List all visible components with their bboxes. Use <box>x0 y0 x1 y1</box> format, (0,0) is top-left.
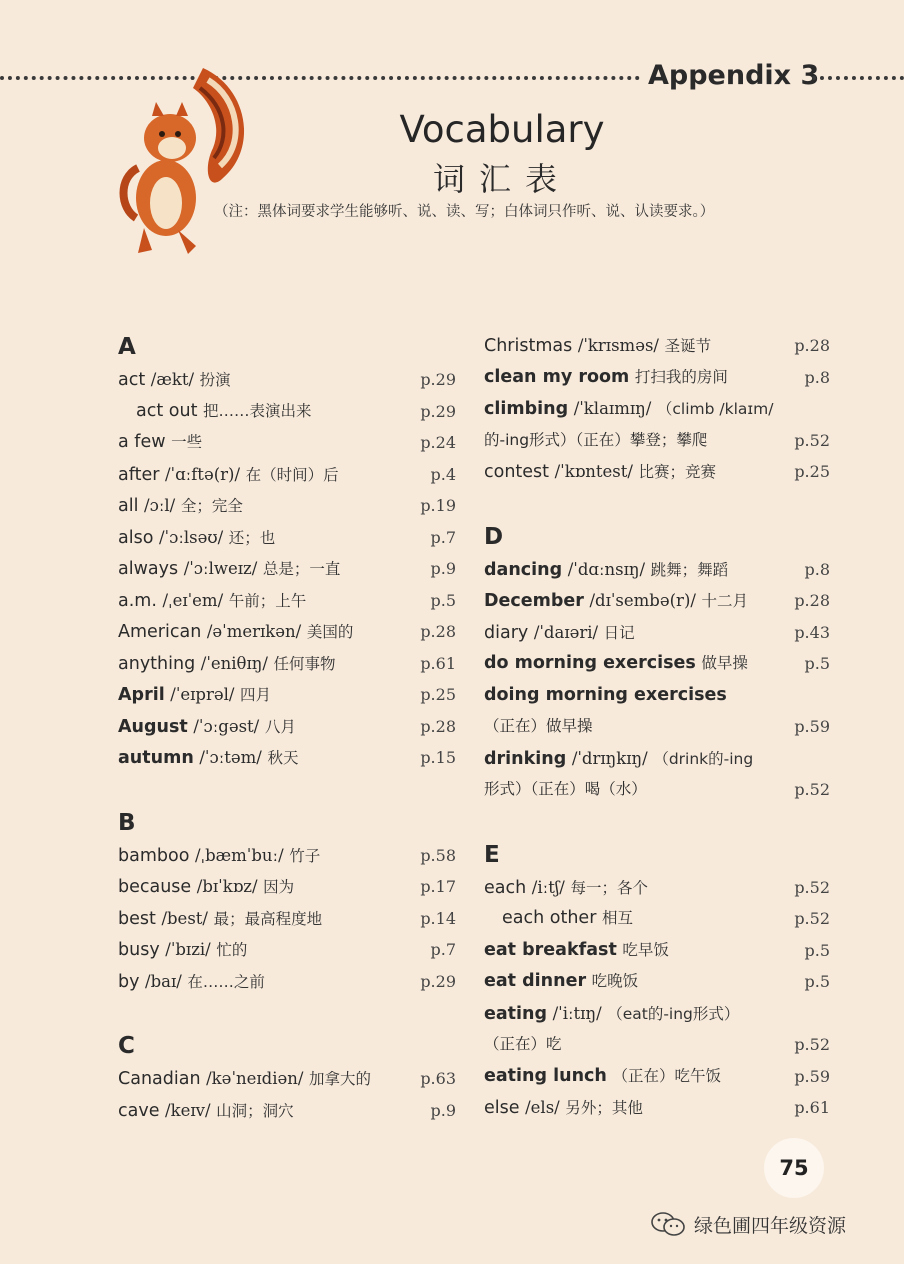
vocab-meaning: 午前；上午 <box>228 591 307 610</box>
vocab-entry <box>484 648 830 680</box>
vocab-entry <box>484 554 830 586</box>
page-reference: p.52 <box>794 430 830 450</box>
page-reference: p.61 <box>794 1098 830 1117</box>
vocab-phonetic: /ˈdrɪŋkɪŋ/ <box>571 748 648 768</box>
vocab-entry <box>484 362 830 394</box>
page-reference: p.59 <box>794 717 830 736</box>
vocab-word: eating lunch <box>484 1065 607 1086</box>
page-reference: p.28 <box>794 336 830 355</box>
appendix-label: Appendix 3 <box>648 60 820 91</box>
vocab-entry <box>484 966 830 998</box>
vocab-meaning: 相互 <box>601 909 633 927</box>
page-reference: p.24 <box>420 433 456 452</box>
vocab-word: clean my room <box>484 366 630 387</box>
vocab-entry <box>118 871 456 903</box>
vocab-word: each <box>484 877 527 898</box>
page-reference: p.63 <box>420 1069 456 1088</box>
vocab-meaning: 做早操 <box>701 654 748 672</box>
page-reference: p.8 <box>804 367 830 387</box>
vocab-word: drinking <box>484 748 567 769</box>
vocab-word: all <box>118 496 139 516</box>
vocab-meaning: 秋天 <box>267 749 299 767</box>
vocab-entry <box>118 711 456 743</box>
vocab-entry <box>484 903 830 935</box>
vocab-entry <box>118 553 456 585</box>
vocab-meaning: （eat的-ing形式） <box>607 1004 740 1023</box>
vocab-word: contest <box>484 462 550 482</box>
vocab-entry-continued <box>484 774 830 806</box>
vocab-phonetic: /ˌeɪˈem/ <box>162 590 224 610</box>
usage-note: （注：黑体词要求学生能够听、说、读、写；白体词只作听、说、认读要求。） <box>214 204 715 220</box>
vocab-word: act <box>118 370 146 390</box>
vocab-meaning: （climb /klaɪm/ <box>656 400 774 418</box>
page-reference: p.14 <box>420 908 456 928</box>
vocab-entry <box>118 1095 456 1127</box>
vocab-word: because <box>118 877 192 897</box>
vocab-entry <box>118 490 456 522</box>
vocab-meaning: 四月 <box>240 686 272 704</box>
vocab-entry <box>484 393 830 425</box>
vocab-word: cave <box>118 1100 160 1121</box>
page-reference: p.15 <box>420 748 456 767</box>
vocab-meaning: 任何事物 <box>273 654 336 673</box>
page-reference: p.43 <box>794 622 830 642</box>
vocab-meaning: （drink的-ing <box>653 749 754 768</box>
vocab-word: dancing <box>484 559 563 580</box>
vocab-word: best <box>118 908 156 929</box>
vocab-meaning: 竹子 <box>289 846 321 865</box>
vocab-word: eat breakfast <box>484 939 617 960</box>
vocab-entry <box>484 680 830 712</box>
vocab-meaning: 扮演 <box>199 371 231 389</box>
vocab-word: diary <box>484 622 529 643</box>
vocab-phonetic: /ˈkrɪsməs/ <box>577 336 659 355</box>
vocab-word: a.m. <box>118 590 157 611</box>
vocab-phonetic: /ˈeniθɪŋ/ <box>200 653 268 673</box>
watermark <box>650 1208 846 1240</box>
vocab-meaning: （正在）吃午饭 <box>612 1066 721 1085</box>
vocab-word: by <box>118 971 140 992</box>
vocab-phonetic: /els/ <box>525 1098 560 1117</box>
vocab-phonetic: /dɪˈsembə(r)/ <box>589 591 696 610</box>
page-reference: p.28 <box>420 716 456 736</box>
vocab-phonetic: /ˈiːtɪŋ/ <box>552 1003 602 1023</box>
vocab-entry <box>484 935 830 967</box>
vocab-meaning: 吃早饭 <box>622 940 669 959</box>
vocab-entry <box>484 1061 830 1093</box>
vocab-meaning-continued: （正在）做早操 <box>484 717 593 735</box>
vocab-meaning-continued: 的-ing形式）（正在）攀登；攀爬 <box>484 430 708 449</box>
vocab-entry-continued <box>484 425 830 457</box>
vocab-entry <box>118 648 456 680</box>
section-gap <box>484 488 830 520</box>
vocab-phonetic: /ˈdɑːnsɪŋ/ <box>567 559 646 579</box>
vocab-entry <box>118 364 456 396</box>
page-subtitle: 词汇表 <box>432 160 571 198</box>
vocab-phonetic: /kəˈneɪdiən/ <box>206 1069 304 1088</box>
vocab-meaning: 在（时间）后 <box>245 465 339 484</box>
vocab-entry <box>118 459 456 491</box>
vocab-meaning: 把……表演出来 <box>203 401 312 420</box>
vocab-word: anything <box>118 653 196 674</box>
page-reference: p.8 <box>804 559 830 579</box>
vocab-entry <box>118 1063 456 1095</box>
vocab-word: April <box>118 685 165 705</box>
wechat-icon <box>650 1211 686 1237</box>
vocab-word: American <box>118 622 202 642</box>
section-gap <box>118 997 456 1029</box>
vocab-meaning: 打扫我的房间 <box>634 367 728 386</box>
dotted-rule-right <box>812 76 904 80</box>
vocab-word: December <box>484 591 584 611</box>
vocab-entry <box>484 998 830 1030</box>
vocab-phonetic: /ɔːl/ <box>144 496 176 515</box>
vocab-meaning: 全；完全 <box>180 497 243 515</box>
page-reference: p.5 <box>804 654 830 673</box>
vocab-meaning: 还；也 <box>228 528 276 547</box>
page-reference: p.52 <box>794 780 830 799</box>
vocab-meaning: 比赛；竞赛 <box>638 463 717 481</box>
vocab-entry <box>118 934 456 966</box>
page-reference: p.28 <box>794 591 830 610</box>
vocab-meaning: 每一；各个 <box>570 878 648 897</box>
vocab-meaning: 吃晚饭 <box>591 972 639 990</box>
vocab-entry <box>484 1092 830 1124</box>
vocab-word: autumn <box>118 748 194 768</box>
vocab-entry-continued <box>484 711 830 743</box>
vocab-meaning: 忙的 <box>216 941 248 959</box>
page-reference: p.52 <box>794 909 830 928</box>
vocab-word: always <box>118 559 179 579</box>
vocab-meaning: 另外；其他 <box>565 1099 643 1117</box>
vocab-entry <box>118 396 456 428</box>
vocab-word: do morning exercises <box>484 653 696 673</box>
vocab-column-left <box>118 330 456 1126</box>
vocab-word: eating <box>484 1003 548 1024</box>
vocab-meaning: 日记 <box>603 623 635 642</box>
vocab-meaning-continued: （正在）吃 <box>484 1035 562 1053</box>
vocab-entry <box>484 743 830 775</box>
vocab-entry <box>118 966 456 998</box>
section-gap <box>484 806 830 838</box>
vocab-phonetic: /ˈɔːlsəʊ/ <box>159 527 224 547</box>
vocab-entry <box>484 617 830 649</box>
vocab-meaning: 一些 <box>171 433 203 451</box>
vocab-entry <box>118 840 456 872</box>
vocab-word: each other <box>502 908 597 928</box>
vocab-phonetic: /ˈeɪprəl/ <box>170 685 235 704</box>
vocab-word: August <box>118 716 188 737</box>
page-reference: p.52 <box>794 1035 830 1054</box>
vocab-phonetic: /əˈmerɪkən/ <box>206 622 302 641</box>
vocab-phonetic: /ˈdaɪəri/ <box>533 622 599 642</box>
vocab-phonetic: /keɪv/ <box>165 1100 211 1120</box>
vocab-meaning-continued: 形式）（正在）喝（水） <box>484 780 647 798</box>
vocab-word: after <box>118 464 160 485</box>
vocab-phonetic: /ˌbæmˈbuː/ <box>194 845 284 865</box>
section-letter: B <box>118 809 136 836</box>
vocab-entry <box>484 456 830 488</box>
page-reference: p.7 <box>430 940 456 959</box>
page-reference: p.5 <box>804 972 830 991</box>
page-reference: p.19 <box>420 496 456 515</box>
vocab-word: else <box>484 1098 520 1118</box>
vocab-entry <box>484 330 830 362</box>
vocab-phonetic: /ˈɔːgəst/ <box>193 716 260 736</box>
watermark-text: 绿色圃四年级资源 <box>694 1214 847 1237</box>
section-letter: E <box>484 841 500 868</box>
dotted-rule-left <box>0 76 640 80</box>
vocab-meaning: 加拿大的 <box>309 1070 372 1088</box>
page-reference: p.29 <box>420 401 456 421</box>
vocab-word: busy <box>118 940 160 960</box>
page-title: Vocabulary <box>399 108 605 151</box>
vocab-phonetic: /best/ <box>161 908 208 928</box>
vocab-word: Canadian <box>118 1069 201 1089</box>
vocab-meaning: 跳舞；舞蹈 <box>650 560 729 579</box>
page-reference: p.52 <box>794 877 830 897</box>
vocab-meaning: 在……之前 <box>187 972 265 991</box>
vocab-phonetic: /ˈɔːlweɪz/ <box>183 559 258 578</box>
vocab-meaning: 圣诞节 <box>664 337 712 355</box>
page-reference: p.59 <box>794 1066 830 1086</box>
page-reference: p.5 <box>804 940 830 960</box>
vocab-phonetic: /ˈɔːtəm/ <box>199 748 262 767</box>
vocab-phonetic: /baɪ/ <box>145 971 182 991</box>
vocab-phonetic: /bɪˈkɒz/ <box>196 877 258 896</box>
vocab-phonetic: /ˈklaɪmɪŋ/ <box>573 399 652 418</box>
vocab-meaning: 美国的 <box>306 623 354 641</box>
vocab-word: eat dinner <box>484 971 587 991</box>
vocab-phonetic: /ˈkɒntest/ <box>554 462 633 481</box>
section-letter: C <box>118 1033 135 1059</box>
vocab-word: a few <box>118 432 166 452</box>
page-reference: p.61 <box>420 653 456 673</box>
page-reference: p.4 <box>430 464 456 484</box>
vocab-phonetic: /iːtʃ/ <box>531 877 565 897</box>
vocab-entry <box>118 427 456 459</box>
vocab-meaning: 八月 <box>264 717 296 736</box>
section-letter: A <box>118 334 136 360</box>
vocab-entry <box>118 903 456 935</box>
page-reference: p.29 <box>420 971 456 991</box>
vocab-word: also <box>118 527 154 548</box>
page-reference: p.5 <box>430 590 456 610</box>
vocab-meaning: 十二月 <box>701 592 749 610</box>
vocab-phonetic: /ˈbɪzi/ <box>165 940 211 959</box>
vocab-entry <box>118 522 456 554</box>
page-reference: p.29 <box>420 370 456 389</box>
vocab-meaning: 最；最高程度地 <box>213 909 323 928</box>
vocab-word: doing morning exercises <box>484 684 727 705</box>
vocab-phonetic: /ækt/ <box>150 370 195 389</box>
page-reference: p.25 <box>420 685 456 704</box>
vocab-entry <box>118 679 456 711</box>
page-reference: p.9 <box>430 1100 456 1120</box>
vocab-phonetic: /ˈɑːftə(r)/ <box>164 464 241 484</box>
vocab-column-right <box>484 330 830 1124</box>
vocab-word: climbing <box>484 399 569 419</box>
vocab-word: bamboo <box>118 845 190 866</box>
section-letter: D <box>484 523 504 550</box>
vocab-entry <box>118 742 456 774</box>
page-reference: p.28 <box>420 622 456 641</box>
vocab-entry <box>118 585 456 617</box>
vocab-meaning: 山洞；洞穴 <box>216 1101 294 1120</box>
page-reference: p.25 <box>794 462 830 481</box>
vocab-entry-continued <box>484 1029 830 1061</box>
vocab-entry <box>484 585 830 617</box>
page-reference: p.7 <box>430 527 456 547</box>
page-reference: p.58 <box>420 845 456 865</box>
vocab-meaning: 因为 <box>263 878 295 896</box>
vocab-entry <box>118 616 456 648</box>
vocab-word: Christmas <box>484 336 573 356</box>
page-number: 75 <box>764 1138 824 1198</box>
page-reference: p.9 <box>430 559 456 578</box>
page-reference: p.17 <box>420 877 456 896</box>
section-gap <box>118 774 456 806</box>
vocab-meaning: 总是；一直 <box>262 560 341 578</box>
vocab-word: act out <box>136 400 198 421</box>
vocab-entry <box>484 872 830 904</box>
